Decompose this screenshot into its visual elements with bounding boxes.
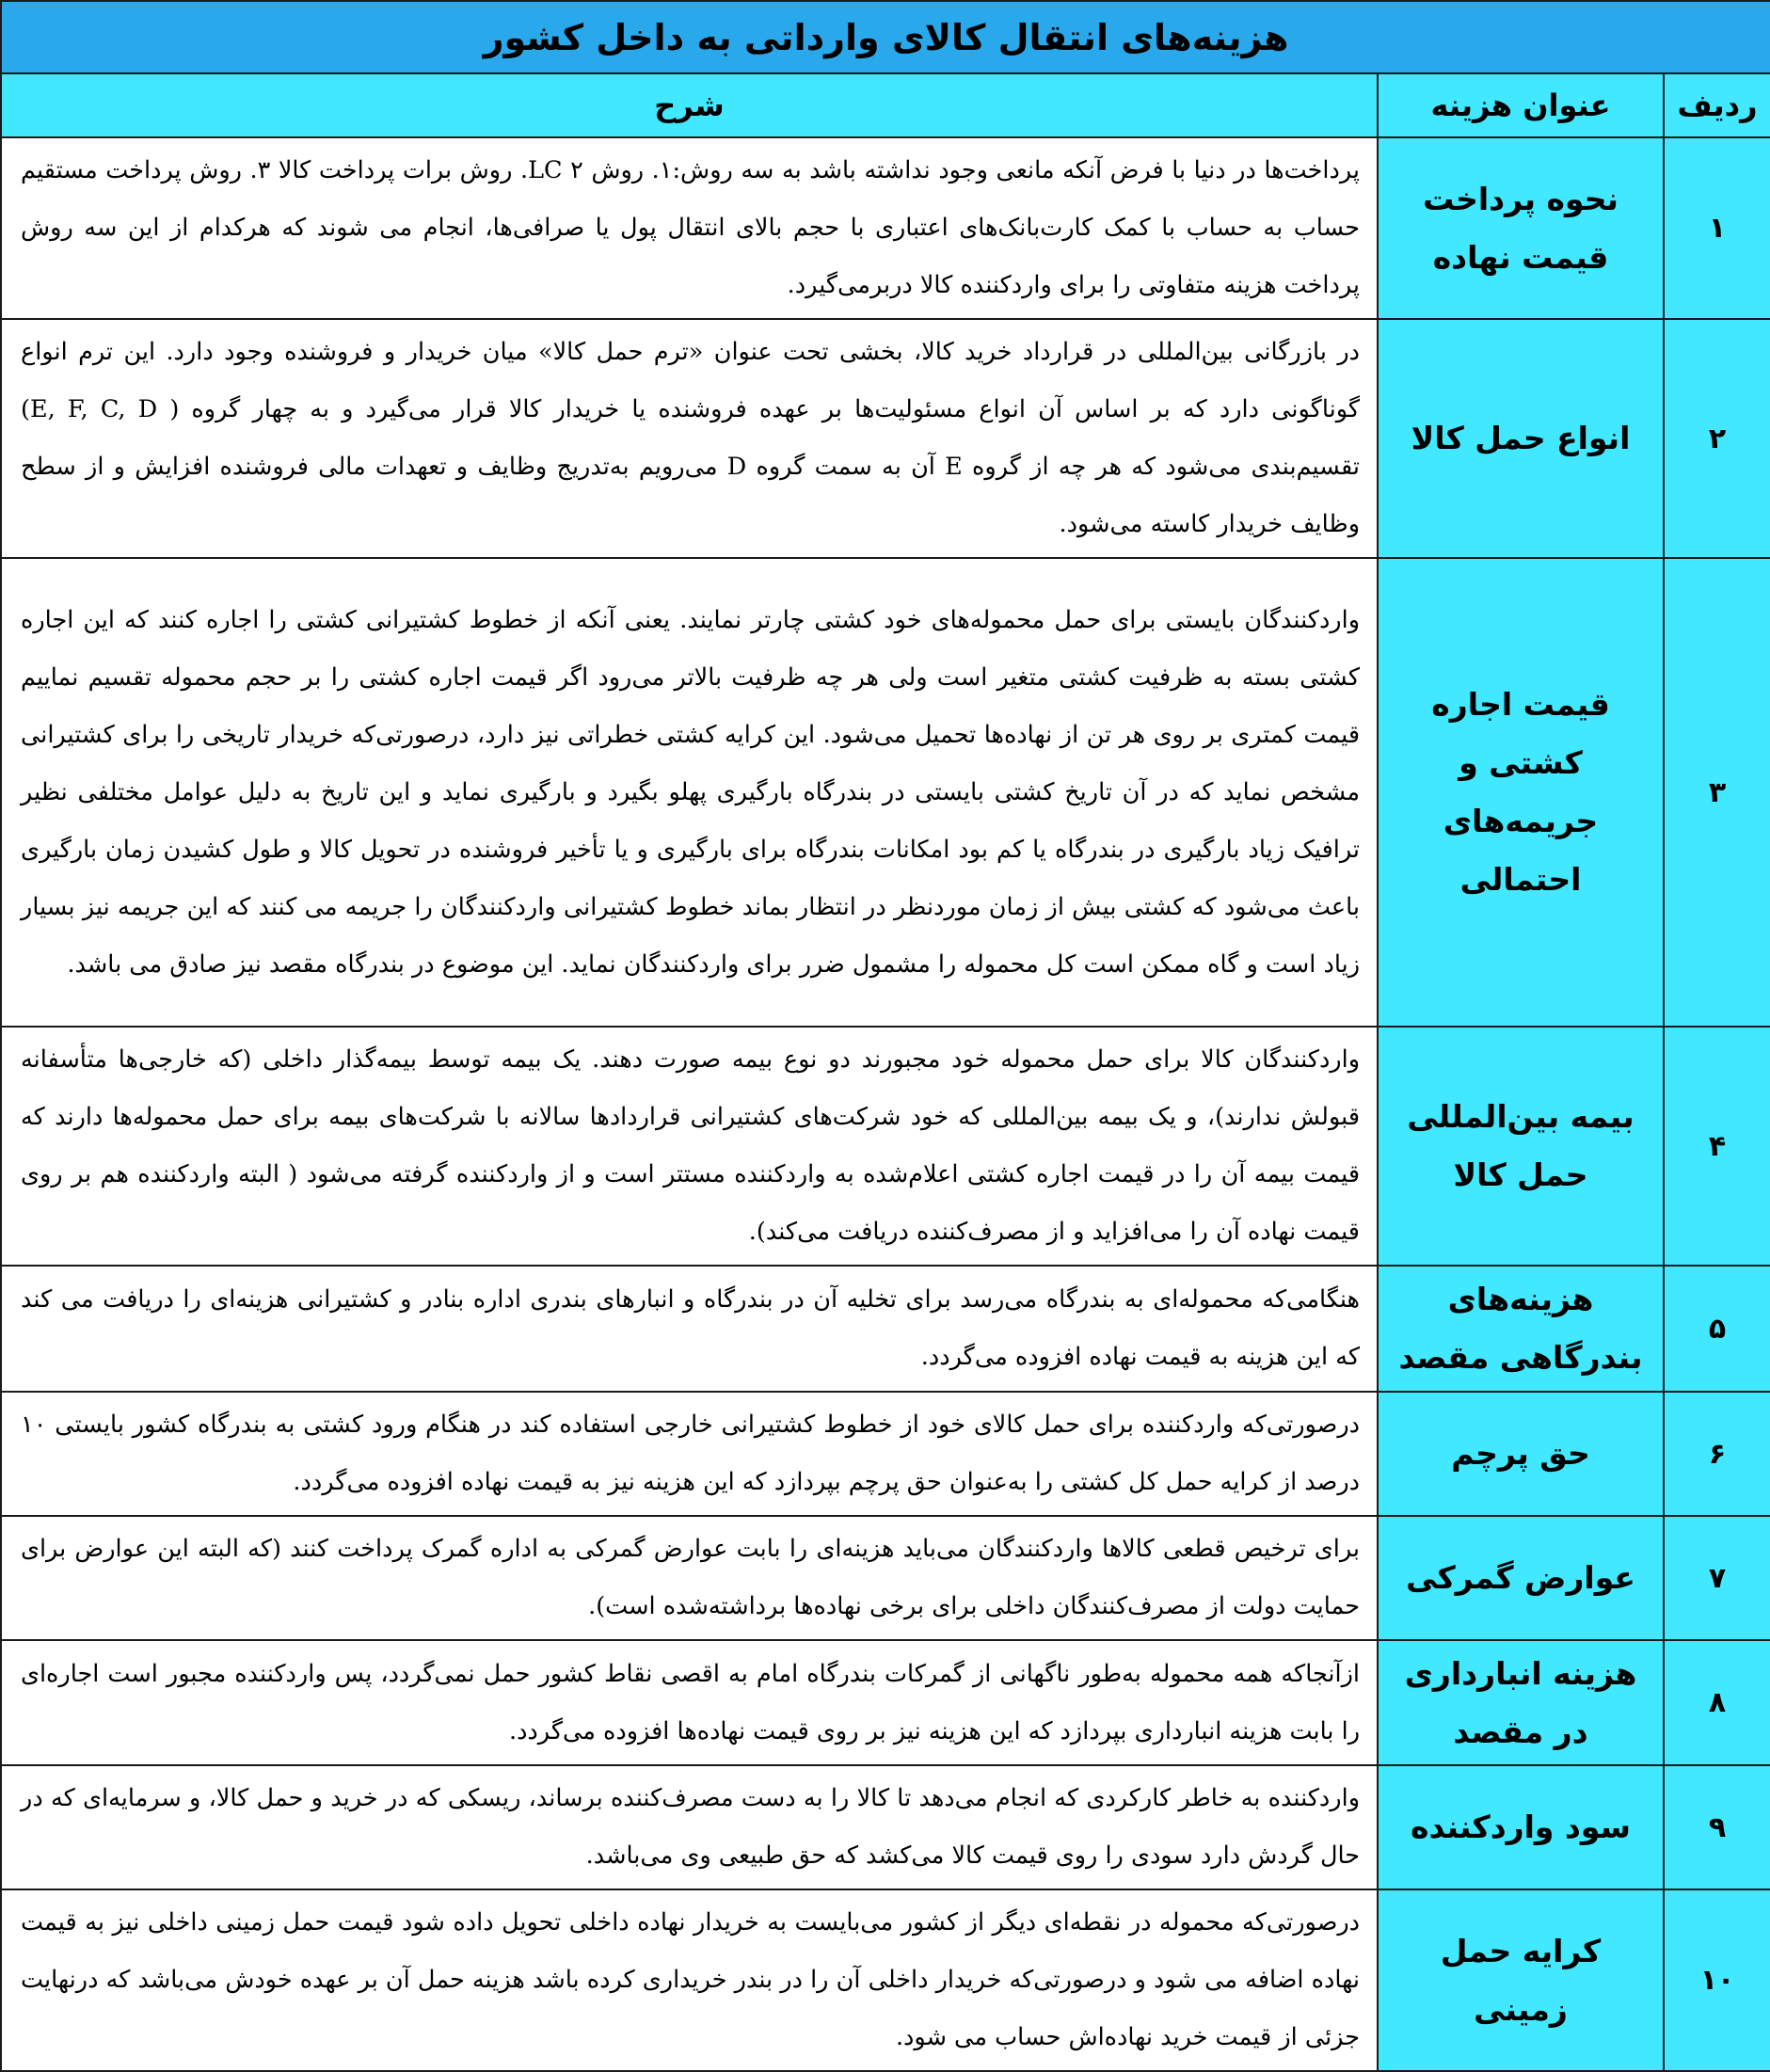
cost-description: واردکننده به خاطر کارکردی که انجام می‌دهد تا کالا را به دست مصرف‌کننده برساند، ریسکی که در خرید و حمل کالا، و سرمایه‌ای که در حال گردش دارد سودی را روی قیمت کالا می‌کشد که حق طبیعی وی می‌باشد.: [1, 1765, 1378, 1889]
cost-description: واردکنندگان کالا برای حمل محموله خود مجبورند دو نوع بیمه صورت دهند. یک بیمه توسط بیمه‌گذار داخلی (که خارجی‌ها متأسفانه قبولش ندارند)، و یک بیمه بین‌المللی که خود شرکت‌های کشتیرانی قراردادها سالانه با شرکت‌های بیمه برای حمل محموله‌ها دارند که قیمت بیمه آن را در قیمت اجاره کشتی اعلام‌شده به واردکننده مستتر است و از واردکننده گرفته می‌شود ( البته واردکننده هم بر روی قیمت نهاده آن را می‌افزاید و از مصرف‌کننده دریافت می‌کند).: [1, 1027, 1378, 1266]
cost-description: ازآنجاکه همه محموله به‌طور ناگهانی از گمرکات بندرگاه امام به اقصی نقاط کشور حمل نمی‌گردد، پس واردکننده مجبور است اجاره‌ای را بابت هزینه انبارداری بپردازد که این هزینه نیز بر روی قیمت نهاده‌ها افزوده می‌گردد.: [1, 1640, 1378, 1765]
cost-description: در بازرگانی بین‌المللی در قرارداد خرید کالا، بخشی تحت عنوان «ترم حمل کالا» میان خریدار و فروشنده وجود دارد. این ترم انواع گوناگونی دارد که بر اساس آن انواع مسئولیت‌ها بر عهده فروشنده یا خریدار کالا قرار می‌گیرد و به چهار گروه ( E, F, C, D) تقسیم‌بندی می‌شود که هر چه از گروه E آن به سمت گروه D می‌رویم به‌تدریج وظایف و تعهدات مالی فروشنده افزایش و از سطح وظایف خریدار کاسته می‌شود.: [1, 319, 1378, 558]
table-row: [1, 1640, 1770, 1765]
cost-title: سود واردکننده: [1378, 1765, 1664, 1889]
row-number: ۸: [1664, 1640, 1770, 1765]
cost-description: درصورتی‌که واردکننده برای حمل کالای خود از خطوط کشتیرانی خارجی استفاده کند در هنگام ورود کشتی به بندرگاه کشور بایستی ۱۰ درصد از کرایه حمل کل کشتی را به‌عنوان حق پرچم بپردازد که این هزینه نیز به قیمت نهاده افزوده می‌گردد.: [1, 1392, 1378, 1516]
cost-description: درصورتی‌که محموله در نقطه‌ای دیگر از کشور می‌بایست به خریدار نهاده داخلی تحویل داده شود قیمت حمل زمینی داخلی نیز به قیمت نهاده اضافه می شود و درصورتی‌که خریدار داخلی آن را در بندر خریداری کرده باشد هزینه حمل آن بر عهده خودش می‌باشد که درنهایت جزئی از قیمت خرید نهاده‌اش حساب می شود.: [1, 1889, 1378, 2071]
table-row: [1, 319, 1770, 558]
table-row: [1, 1765, 1770, 1889]
table-title: هزینه‌های انتقال کالای وارداتی به داخل کشور: [1, 1, 1770, 73]
row-number: ۶: [1664, 1392, 1770, 1516]
cost-description: هنگامی‌که محموله‌ای به بندرگاه می‌رسد برای تخلیه آن در بندرگاه و انبارهای بندری اداره بنادر و کشتیرانی هزینه‌ای را دریافت می کند که این هزینه به قیمت نهاده افزوده می‌گردد.: [1, 1266, 1378, 1392]
cost-title: حق پرچم: [1378, 1392, 1664, 1516]
header-row: [1, 73, 1770, 137]
table-row: [1, 558, 1770, 1027]
table-row: [1, 1266, 1770, 1392]
table-row: [1, 1392, 1770, 1516]
cost-title: قیمت اجاره کشتی و جریمه‌های احتمالی: [1378, 558, 1664, 1027]
row-number: ۵: [1664, 1266, 1770, 1392]
row-number: ۱۰: [1664, 1889, 1770, 2071]
cost-title: هزینه‌های بندرگاهی مقصد: [1378, 1266, 1664, 1392]
row-number: ۹: [1664, 1765, 1770, 1889]
cost-description: برای ترخیص قطعی کالاها واردکنندگان می‌باید هزینه‌ای را بابت عوارض گمرکی به اداره گمرک پرداخت کنند (که البته این عوارض برای حمایت دولت از مصرف‌کنندگان داخلی برای برخی نهاده‌ها برداشته‌شده است).: [1, 1516, 1378, 1640]
column-header-cost-title: عنوان هزینه: [1378, 73, 1664, 137]
table-row: [1, 1516, 1770, 1640]
title-row: [1, 1, 1770, 73]
table-row: [1, 1889, 1770, 2071]
cost-description: پرداخت‌ها در دنیا با فرض آنکه مانعی وجود نداشته باشد به سه روش:۱. روش LC ۲. روش برات پرداخت کالا ۳. روش پرداخت مستقیم حساب به حساب با کمک کارت‌بانک‌های اعتباری با حجم بالای انتقال پول یا صرافی‌ها، انجام می شوند که هرکدام از این سه روش پرداخت هزینه متفاوتی را برای واردکننده کالا دربرمی‌گیرد.: [1, 137, 1378, 319]
row-number: ۳: [1664, 558, 1770, 1027]
row-number: ۷: [1664, 1516, 1770, 1640]
row-number: ۲: [1664, 319, 1770, 558]
cost-title: نحوه پرداخت قیمت نهاده: [1378, 137, 1664, 319]
cost-title: انواع حمل کالا: [1378, 319, 1664, 558]
cost-title: عوارض گمرکی: [1378, 1516, 1664, 1640]
cost-title: بیمه بین‌المللی حمل کالا: [1378, 1027, 1664, 1266]
column-header-description: شرح: [1, 73, 1378, 137]
table-row: [1, 1027, 1770, 1266]
cost-title: کرایه حمل زمینی: [1378, 1889, 1664, 2071]
table-row: [1, 137, 1770, 319]
column-header-row-number: ردیف: [1664, 73, 1770, 137]
row-number: ۱: [1664, 137, 1770, 319]
cost-description: واردکنندگان بایستی برای حمل محموله‌های خود کشتی چارتر نمایند. یعنی آنکه از خطوط کشتیرانی کشتی را اجاره کنند که این اجاره کشتی بسته به ظرفیت کشتی متغیر است ولی هر چه ظرفیت بالاتر می‌رود اگر قیمت اجاره کشتی را بر حجم محموله تقسیم نماییم قیمت کمتری بر روی هر تن از نهاده‌ها تحمیل می‌شود. این کرایه کشتی خطراتی نیز دارد، درصورتی‌که خریدار تاریخی را برای کشتیرانی مشخص نماید که در آن تاریخ کشتی بایستی در بندرگاه بارگیری پهلو بگیرد و بارگیری نماید و این تاریخ به دلیل عوامل مختلفی نظیر ترافیک زیاد بارگیری در بندرگاه یا کم بود امکانات بندرگاه برای بارگیری و یا تأخیر فروشنده در تحویل کالا و طول کشیدن زمان بارگیری باعث می‌شود که کشتی بیش از زمان موردنظر در انتظار بماند خطوط کشتیرانی واردکنندگان را جریمه می کنند که این جریمه نیز بسیار زیاد است و گاه ممکن است کل محموله را مشمول ضرر برای واردکنندگان نماید. این موضوع در بندرگاه مقصد نیز صادق می باشد.: [1, 558, 1378, 1027]
row-number: ۴: [1664, 1027, 1770, 1266]
cost-title: هزینه انبارداری در مقصد: [1378, 1640, 1664, 1765]
